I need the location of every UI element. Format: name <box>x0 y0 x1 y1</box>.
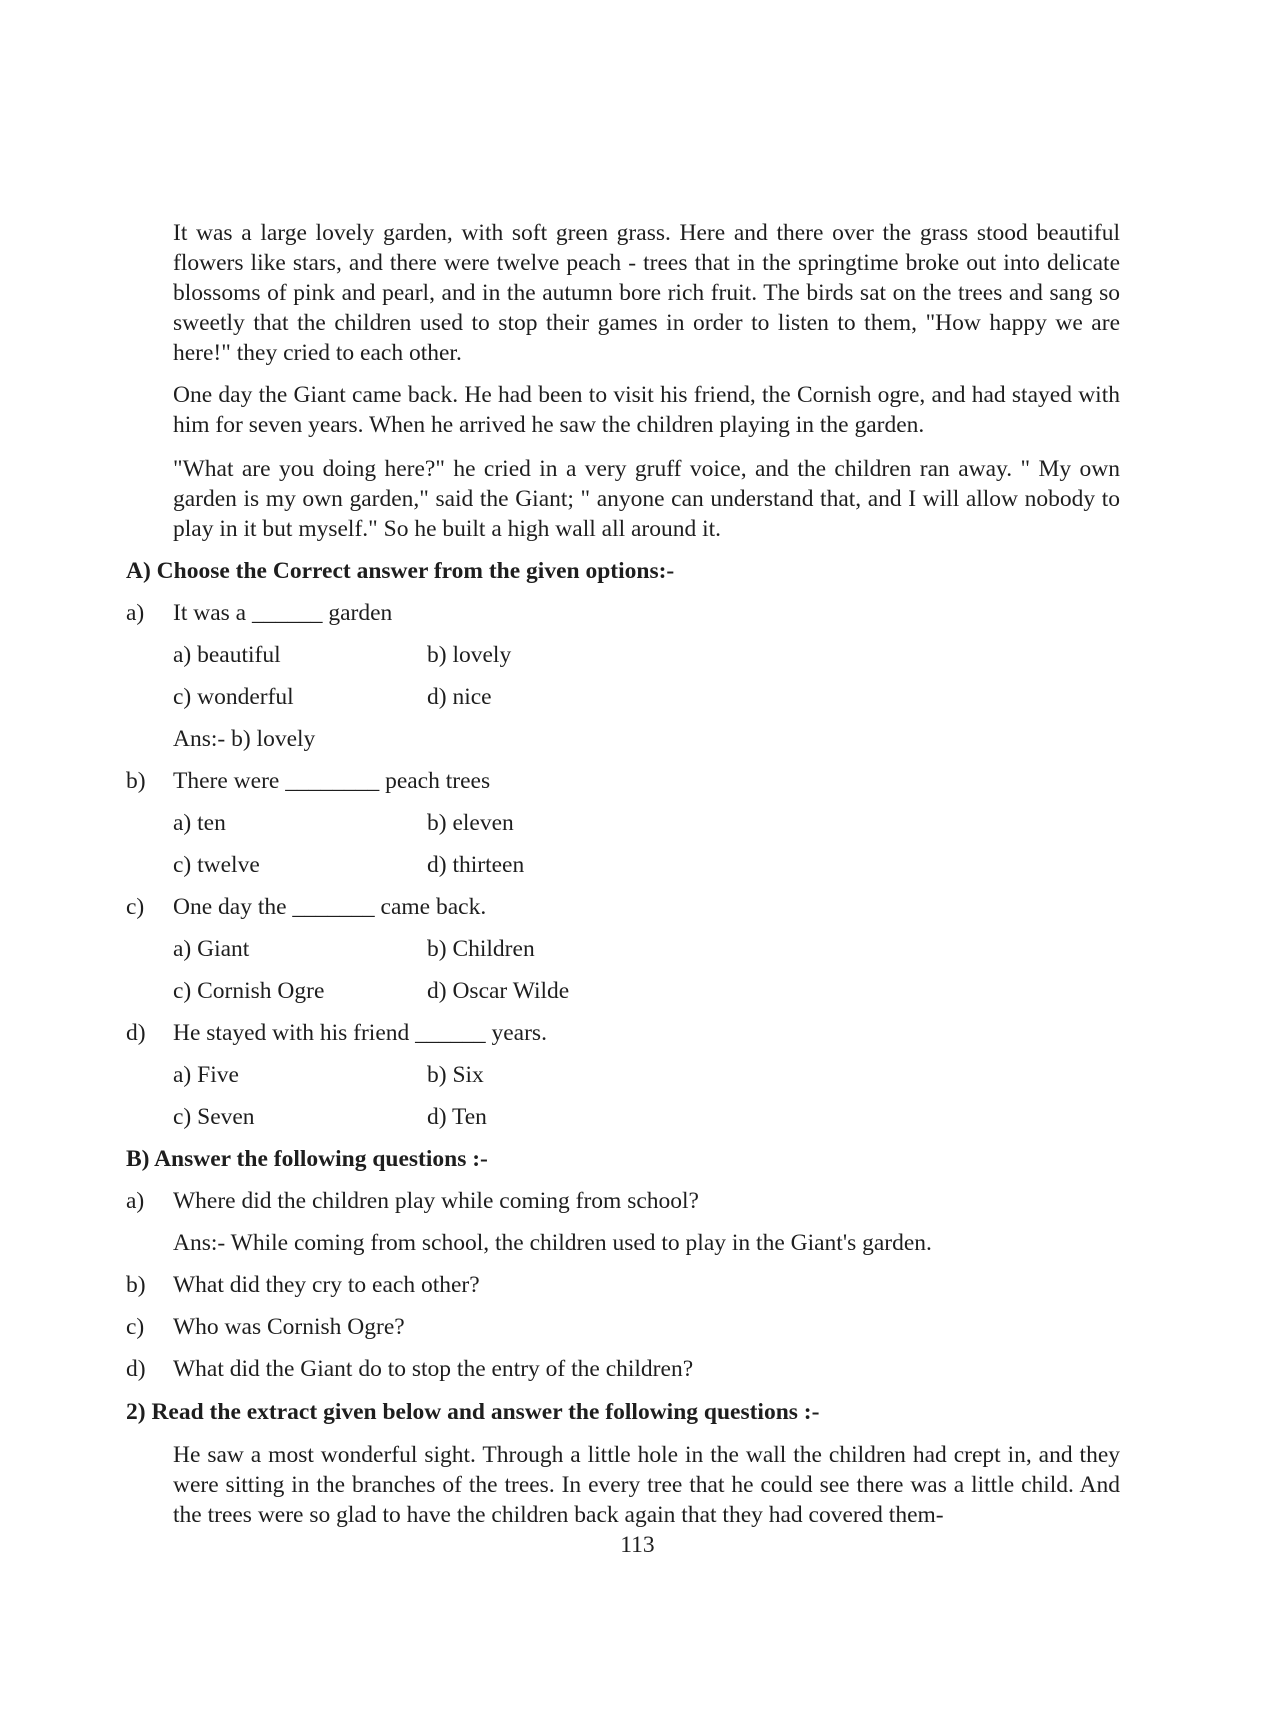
question-label: c) <box>126 894 145 920</box>
question-label: b) <box>126 1272 146 1298</box>
option: b) Six <box>427 1062 484 1088</box>
option: b) eleven <box>427 810 514 836</box>
passage-paragraph-3: "What are you doing here?" he cried in a very gruff voice, and the children ran away. " My own garden is my own garden," said the Giant; " anyone can understand that, and I will allow nobody to play in it but myself." So he built a high wall all around it. <box>173 456 1120 542</box>
extract-passage: He saw a most wonderful sight. Through a little hole in the wall the children had crept in, and they were sitting in the branches of the trees. In every tree that he could see there was a little child. And the trees were so glad to have the children back again that they had covered them- <box>173 1442 1120 1528</box>
question-label: c) <box>126 1314 145 1340</box>
question-text: He stayed with his friend ______ years. <box>173 1020 547 1046</box>
question-label: b) <box>126 768 146 794</box>
answer-text: Ans:- While coming from school, the children used to play in the Giant's garden. <box>173 1230 932 1256</box>
question-label: d) <box>126 1356 146 1382</box>
option: d) Ten <box>427 1104 487 1130</box>
question-text: One day the _______ came back. <box>173 894 487 920</box>
question-text: It was a ______ garden <box>173 600 393 626</box>
passage-paragraph-1: It was a large lovely garden, with soft green grass. Here and there over the grass stood beautiful flowers like stars, and there were twelve peach - trees that in the springtime broke out into delicate blossoms of pink and pearl, and in the autumn bore rich fruit. The birds sat on the trees and sang so sweetly that the children used to stop their games in order to listen to them, "How happy we are here!" they cried to each other. <box>173 220 1120 366</box>
question-text: What did the Giant do to stop the entry of the children? <box>173 1356 694 1382</box>
option: c) twelve <box>173 852 260 878</box>
question-text: Where did the children play while coming from school? <box>173 1188 699 1214</box>
question-label: a) <box>126 600 145 626</box>
option: d) thirteen <box>427 852 525 878</box>
question-text: Who was Cornish Ogre? <box>173 1314 405 1340</box>
answer-text: Ans:- b) lovely <box>173 726 316 752</box>
option: c) wonderful <box>173 684 294 710</box>
option: d) Oscar Wilde <box>427 978 570 1004</box>
option: b) lovely <box>427 642 512 668</box>
section-a-heading: A) Choose the Correct answer from the given options:- <box>126 558 675 584</box>
option: a) beautiful <box>173 642 281 668</box>
option: a) ten <box>173 810 226 836</box>
section-b-heading: B) Answer the following questions :- <box>126 1146 488 1172</box>
option: d) nice <box>427 684 492 710</box>
passage-paragraph-2: One day the Giant came back. He had been to visit his friend, the Cornish ogre, and had stayed with him for seven years. When he arrived he saw the children playing in the garden. <box>173 382 1120 438</box>
question-text: There were ________ peach trees <box>173 768 491 794</box>
option: c) Seven <box>173 1104 255 1130</box>
option: a) Five <box>173 1062 239 1088</box>
option: c) Cornish Ogre <box>173 978 325 1004</box>
option: b) Children <box>427 936 535 962</box>
question-label: d) <box>126 1020 146 1046</box>
question-label: a) <box>126 1188 145 1214</box>
question-text: What did they cry to each other? <box>173 1272 480 1298</box>
option: a) Giant <box>173 936 250 962</box>
section-2-heading: 2) Read the extract given below and answer the following questions :- <box>126 1399 820 1425</box>
page-number: 113 <box>620 1532 655 1558</box>
